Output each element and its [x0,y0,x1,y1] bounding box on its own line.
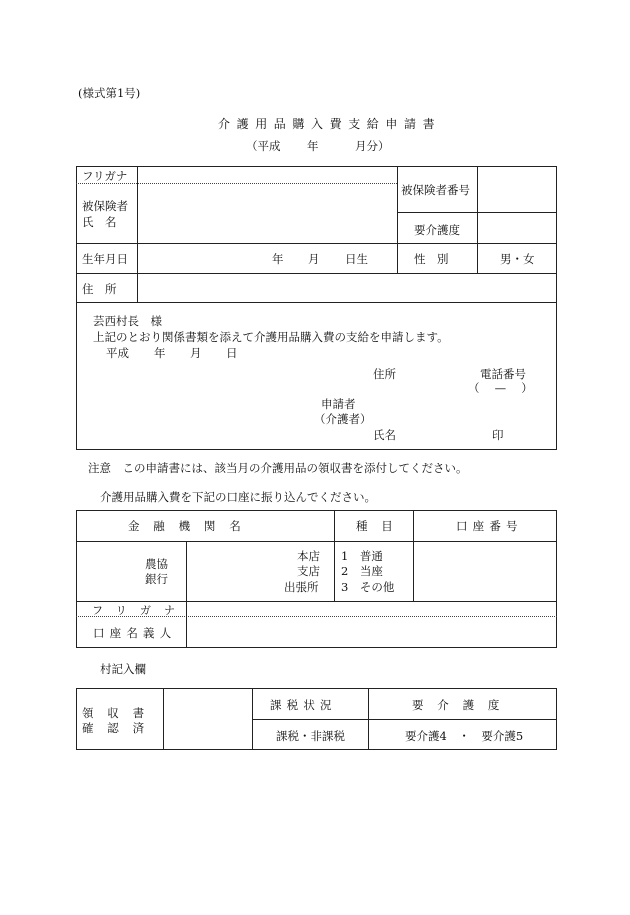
tax-status-value[interactable]: 課税・非課税 [276,729,345,743]
account-holder-field[interactable] [187,618,556,647]
table-divider [397,166,398,274]
birth-day: 日生 [345,252,368,266]
date-year: 年 [154,346,166,360]
bank-kind-bank[interactable]: 銀行 [145,572,168,586]
gender-label: 性 別 [414,252,449,266]
branch-option[interactable]: 出張所 [284,580,319,594]
birth-month: 月 [308,252,320,266]
care-level-value[interactable]: 要介護4 ・ 要介護5 [405,729,524,743]
insured-name-field[interactable] [138,184,396,242]
date-era: 平成 [106,346,129,360]
account-type-option[interactable]: 1 普通 [341,549,383,563]
institution-header: 金融機関名 [128,519,255,533]
gender-options[interactable]: 男・女 [500,252,535,266]
table-rule [397,212,557,213]
period-year: 年 [307,139,319,153]
account-holder-label: 口座名義人 [93,626,177,640]
birth-year: 年 [272,252,284,266]
insured-number-field[interactable] [478,167,556,212]
request-body: 上記のとおり関係書類を添えて介護用品購入費の支給を申請します。 [93,330,449,344]
receipt-confirmed-label: 確認済 [82,721,158,735]
address-label: 住 所 [82,282,117,296]
village-section-label: 村記入欄 [100,662,146,676]
caregiver-label: （介護者） [314,412,372,426]
date-day: 日 [226,346,238,360]
period-open: （平成 [246,139,281,153]
birthdate-label: 生年月日 [82,252,128,266]
table-rule [76,243,557,244]
applicant-label: 申請者 [321,397,356,411]
phone-label: 電話番号 [480,367,526,381]
account-type-option[interactable]: 3 その他 [341,580,395,594]
table-rule [252,719,557,720]
name-label: 氏 名 [82,215,117,229]
care-level-header: 要介護度 [412,698,514,712]
table-rule [76,302,557,303]
branch-option[interactable]: 支店 [297,564,320,578]
address-field[interactable] [138,274,556,301]
form-title: 介護用品購入費支給申請書 [218,117,442,131]
account-type-option[interactable]: 2 当座 [341,564,383,578]
insured-name-label: 被保険者 [82,199,128,213]
account-number-field[interactable] [414,542,556,600]
insured-number-label: 被保険者番号 [401,183,470,197]
bank-kind-nokyo[interactable]: 農協 [145,557,168,571]
addressee: 芸西村長 様 [93,314,162,328]
receipt-label: 領収書 [82,706,158,720]
form-number: (様式第1号) [78,86,141,100]
date-month: 月 [190,346,202,360]
bank-furigana-label: フリガナ [92,604,189,617]
transfer-notice: 介護用品購入費を下記の口座に振り込んでください。 [100,490,376,504]
table-divider [334,510,335,601]
attachment-note: 注意 この申請書には、該当月の介護用品の領収書を添付してください。 [88,461,468,475]
account-header: 口座番号 [456,519,523,533]
care-level-label: 要介護度 [414,223,460,237]
table-divider [163,688,164,750]
type-header: 種目 [356,519,407,533]
applicant-name-label: 氏名 [373,428,396,442]
seal-mark: 印 [492,428,504,442]
phone-format: （ — ） [468,381,533,395]
applicant-address-label: 住所 [373,367,396,381]
furigana-label: フリガナ [82,169,128,183]
tax-status-header: 課税状況 [270,698,337,712]
branch-option[interactable]: 本店 [297,549,320,563]
period-month: 月分） [355,139,390,153]
